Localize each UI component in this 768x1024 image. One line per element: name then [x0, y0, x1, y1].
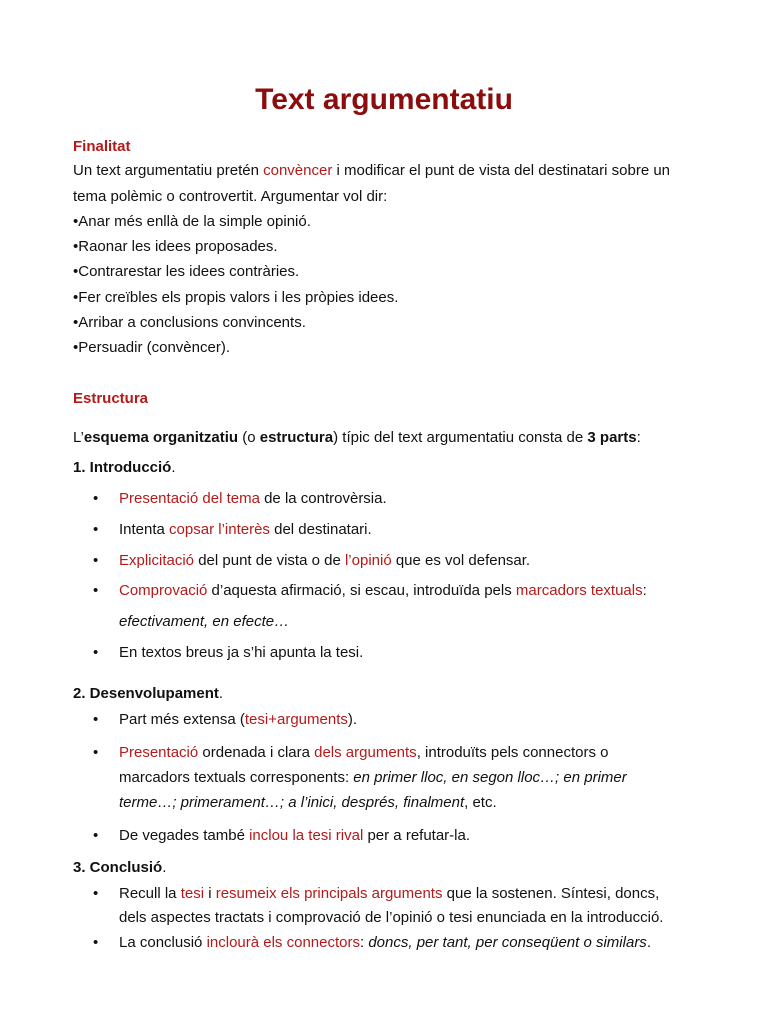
text-run: del destinatari. — [269, 521, 372, 538]
finalitat-list-item: •Arribar a conclusions convincents. — [73, 314, 306, 331]
bold-text: 2. Desenvolupament — [73, 685, 219, 702]
text-run: . — [171, 459, 176, 476]
part-3-item — [119, 884, 659, 904]
highlight-text: Presentació del tema — [119, 490, 260, 507]
text-run: Part més extensa ( — [119, 711, 245, 728]
text-run: i — [204, 885, 216, 902]
highlight-text: inclou la tesi rival — [249, 827, 364, 844]
finalitat-list-item: •Contrarestar les idees contràries. — [73, 263, 300, 280]
part-2-item-line2 — [119, 768, 627, 788]
text-run: ). — [347, 711, 358, 728]
bullet-dot: • — [93, 490, 99, 507]
italic-text: en primer lloc, en segon lloc…; en primer — [353, 769, 627, 786]
part-1-item-example: efectivament, en efecte… — [119, 613, 290, 630]
bullet-dot: • — [93, 744, 99, 761]
part-2-item-line3 — [119, 793, 497, 813]
part-1-heading — [73, 458, 176, 478]
highlight-text: marcadors textuals — [515, 582, 643, 599]
text-run: : — [636, 429, 641, 446]
part-3-item — [119, 933, 651, 953]
highlight-text: convèncer — [263, 162, 333, 179]
part-3-heading — [73, 858, 166, 878]
bold-text: esquema organitzatiu — [83, 429, 239, 446]
text-run: Intenta — [119, 521, 170, 538]
highlight-text: Comprovació — [119, 582, 208, 599]
bullet-dot: • — [93, 582, 99, 599]
bullet-dot: • — [93, 644, 99, 661]
heading-estructura: Estructura — [73, 390, 149, 407]
estructura-intro — [73, 428, 641, 448]
highlight-text: Presentació — [119, 744, 199, 761]
finalitat-paragraph-line2: tema polèmic o controvertit. Argumentar vol dir: — [73, 188, 388, 205]
part-1-item — [119, 581, 647, 601]
text-run: Un text argumentatiu pretén — [73, 162, 264, 179]
text-run: ) típic del text argumentatiu consta de — [333, 429, 588, 446]
text-run: i modificar el punt de vista del destinatari sobre un — [332, 162, 671, 179]
bold-text: 3. Conclusió — [73, 859, 163, 876]
text-run: , etc. — [464, 794, 497, 811]
text-run: que es vol defensar. — [391, 552, 531, 569]
finalitat-list-item: •Fer creïbles els propis valors i les pròpies idees. — [73, 289, 399, 306]
bullet-dot: • — [93, 885, 99, 902]
part-1-item: En textos breus ja s’hi apunta la tesi. — [119, 644, 364, 661]
text-run: (o — [238, 429, 260, 446]
bullet-dot: • — [93, 521, 99, 538]
highlight-text: tesi+arguments — [244, 711, 348, 728]
bold-text: 1. Introducció — [73, 459, 172, 476]
bold-text: 3 parts — [587, 429, 637, 446]
text-run: d’aquesta afirmació, si escau, introduïda pels — [207, 582, 516, 599]
text-run: : — [359, 934, 369, 951]
text-run: . — [646, 934, 651, 951]
text-run: Recull la — [119, 885, 181, 902]
part-1-item — [119, 489, 387, 509]
bullet-dot: • — [93, 552, 99, 569]
finalitat-list-item: •Persuadir (convèncer). — [73, 339, 230, 356]
finalitat-paragraph-line1 — [73, 161, 670, 181]
text-run: L’ — [73, 429, 84, 446]
text-run: , introduïts pels connectors o — [416, 744, 609, 761]
italic-text: doncs, per tant, per conseqüent o similars — [368, 934, 647, 951]
document-title: Text argumentatiu — [255, 83, 513, 116]
text-run: per a refutar-la. — [363, 827, 471, 844]
highlight-text: resumeix els principals arguments — [215, 885, 443, 902]
part-2-item — [119, 710, 357, 730]
part-2-heading — [73, 684, 223, 704]
finalitat-list-item: •Raonar les idees proposades. — [73, 238, 278, 255]
part-1-item — [119, 520, 372, 540]
part-3-item-line2: dels aspectes tractats i comprovació de l’opinió o tesi enunciada en la introducció. — [119, 909, 664, 926]
text-run: que la sostenen. Síntesi, doncs, — [442, 885, 660, 902]
text-run: : — [642, 582, 647, 599]
highlight-text: copsar l’interès — [169, 521, 270, 538]
italic-text: terme…; primerament…; a l’inici, després, finalment — [119, 794, 465, 811]
part-2-item — [119, 826, 470, 846]
text-run: del punt de vista o de — [194, 552, 345, 569]
highlight-text: dels arguments — [314, 744, 417, 761]
part-1-item — [119, 551, 530, 571]
text-run: . — [218, 685, 224, 702]
text-run: ordenada i clara — [198, 744, 315, 761]
part-2-item — [119, 743, 608, 763]
highlight-text: l’opinió — [344, 552, 392, 569]
bullet-dot: • — [93, 827, 99, 844]
text-run: de la controvèrsia. — [259, 490, 387, 507]
text-run: De vegades també — [119, 827, 250, 844]
bullet-dot: • — [93, 934, 99, 951]
text-run: . — [162, 859, 167, 876]
heading-finalitat: Finalitat — [73, 138, 131, 155]
bold-text: estructura — [259, 429, 334, 446]
highlight-text: inclourà els connectors — [206, 934, 360, 951]
finalitat-list-item: •Anar més enllà de la simple opinió. — [73, 213, 311, 230]
text-run: marcadors textuals corresponents: — [119, 769, 354, 786]
highlight-text: Explicitació — [119, 552, 195, 569]
text-run: La conclusió — [119, 934, 207, 951]
highlight-text: tesi — [180, 885, 205, 902]
bullet-dot: • — [93, 711, 99, 728]
